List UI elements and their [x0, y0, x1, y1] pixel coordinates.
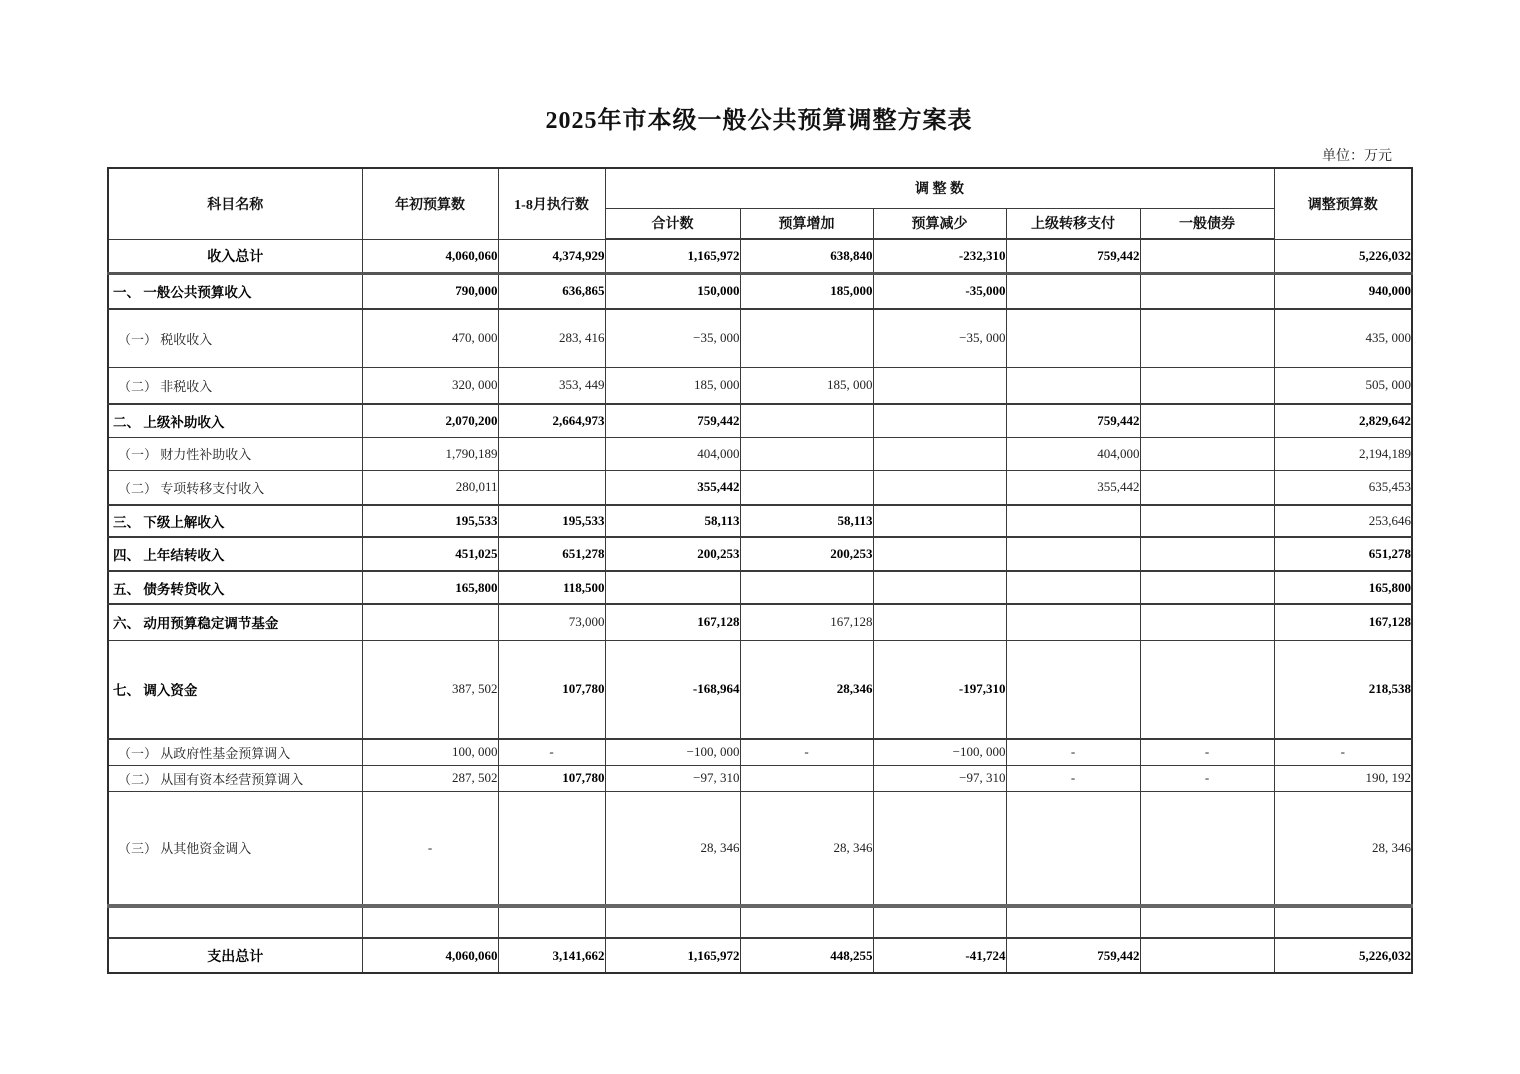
- cell: [873, 906, 1006, 938]
- cell: [1006, 906, 1140, 938]
- cell: -: [498, 739, 605, 765]
- cell: [498, 791, 605, 906]
- cell: [1140, 906, 1274, 938]
- cell: [740, 404, 873, 437]
- cell: [1006, 604, 1140, 640]
- cell: 58,113: [605, 505, 740, 537]
- cell: 404,000: [1006, 437, 1140, 470]
- cell: 320, 000: [362, 367, 498, 404]
- row-label: 五、 债务转贷收入: [108, 571, 362, 604]
- cell: [873, 505, 1006, 537]
- cell: 651,278: [1274, 537, 1412, 571]
- cell: 2,664,973: [498, 404, 605, 437]
- cell: -: [1140, 765, 1274, 791]
- cell: −100, 000: [605, 739, 740, 765]
- cell: [1140, 537, 1274, 571]
- cell: [1006, 309, 1140, 367]
- cell: 28, 346: [605, 791, 740, 906]
- cell: 1,165,972: [605, 938, 740, 973]
- table-row: [108, 437, 1412, 470]
- cell: 195,533: [362, 505, 498, 537]
- cell: [1140, 505, 1274, 537]
- unit-label: 单位：万元: [1322, 149, 1392, 164]
- cell: 185,000: [740, 273, 873, 309]
- cell: [740, 470, 873, 505]
- cell: 505, 000: [1274, 367, 1412, 404]
- table-row: [108, 938, 1412, 973]
- cell: 167,128: [740, 604, 873, 640]
- row-label: 一、 一般公共预算收入: [108, 273, 362, 309]
- page-title: 2025年市本级一般公共预算调整方案表: [545, 108, 973, 134]
- table-row: [108, 571, 1412, 604]
- cell: [1140, 791, 1274, 906]
- header-general-bonds: 一般债券: [1140, 208, 1274, 239]
- cell: [740, 765, 873, 791]
- cell: [1140, 437, 1274, 470]
- table-row: [108, 739, 1412, 765]
- cell: 636,865: [498, 273, 605, 309]
- cell: [498, 470, 605, 505]
- cell: [498, 906, 605, 938]
- cell: 107,780: [498, 765, 605, 791]
- row-label: 收入总计: [108, 239, 362, 273]
- cell: [1006, 537, 1140, 571]
- cell: [740, 906, 873, 938]
- header-subject: 科目名称: [108, 168, 362, 239]
- cell: 2,194,189: [1274, 437, 1412, 470]
- row-label: （三） 从其他资金调入: [108, 791, 362, 906]
- cell: [873, 537, 1006, 571]
- header-budget-increase: 预算增加: [740, 208, 873, 239]
- cell: 5,226,032: [1274, 239, 1412, 273]
- row-label: 四、 上年结转收入: [108, 537, 362, 571]
- cell: 635,453: [1274, 470, 1412, 505]
- cell: [1006, 505, 1140, 537]
- cell: 1,790,189: [362, 437, 498, 470]
- cell: −35, 000: [605, 309, 740, 367]
- header-adjusted-budget: 调整预算数: [1274, 168, 1412, 239]
- cell: 28, 346: [1274, 791, 1412, 906]
- row-label: 支出总计: [108, 938, 362, 973]
- cell: [1140, 239, 1274, 273]
- cell: [1140, 604, 1274, 640]
- cell: 448,255: [740, 938, 873, 973]
- row-label: （二） 从国有资本经营预算调入: [108, 765, 362, 791]
- cell: [1006, 791, 1140, 906]
- cell: -: [1006, 739, 1140, 765]
- cell: 759,442: [1006, 239, 1140, 273]
- cell: [873, 367, 1006, 404]
- cell: -: [740, 739, 873, 765]
- cell: [362, 604, 498, 640]
- cell: 4,060,060: [362, 938, 498, 973]
- cell: 5,226,032: [1274, 938, 1412, 973]
- table-row: [108, 239, 1412, 273]
- cell: 355,442: [1006, 470, 1140, 505]
- cell: -197,310: [873, 640, 1006, 739]
- cell: [873, 571, 1006, 604]
- cell: -: [362, 791, 498, 906]
- cell: [740, 437, 873, 470]
- cell: 1,165,972: [605, 239, 740, 273]
- header-adjustment-group: 调 整 数: [605, 168, 1274, 208]
- cell: 4,060,060: [362, 239, 498, 273]
- cell: [873, 604, 1006, 640]
- row-label: 二、 上级补助收入: [108, 404, 362, 437]
- cell: 167,128: [605, 604, 740, 640]
- table-row: [108, 273, 1412, 309]
- row-label: [108, 906, 362, 938]
- cell: 638,840: [740, 239, 873, 273]
- row-label: 三、 下级上解收入: [108, 505, 362, 537]
- cell: 287, 502: [362, 765, 498, 791]
- cell: [740, 571, 873, 604]
- cell: [1140, 309, 1274, 367]
- header-adjustment-total: 合计数: [605, 208, 740, 239]
- cell: [1274, 906, 1412, 938]
- cell: 73,000: [498, 604, 605, 640]
- cell: 28,346: [740, 640, 873, 739]
- cell: [362, 906, 498, 938]
- cell: -: [1006, 765, 1140, 791]
- cell: 4,374,929: [498, 239, 605, 273]
- cell: 759,442: [1006, 404, 1140, 437]
- cell: [1140, 640, 1274, 739]
- cell: -: [1140, 739, 1274, 765]
- cell: 195,533: [498, 505, 605, 537]
- cell: [740, 309, 873, 367]
- cell: 185, 000: [605, 367, 740, 404]
- cell: 118,500: [498, 571, 605, 604]
- cell: [873, 404, 1006, 437]
- row-label: 七、 调入资金: [108, 640, 362, 739]
- cell: −35, 000: [873, 309, 1006, 367]
- table-row: [108, 604, 1412, 640]
- row-label: （二） 专项转移支付收入: [108, 470, 362, 505]
- row-label: （二） 非税收入: [108, 367, 362, 404]
- cell: [605, 571, 740, 604]
- budget-table: [107, 167, 1413, 974]
- cell: -35,000: [873, 273, 1006, 309]
- cell: 185, 000: [740, 367, 873, 404]
- header-budget-decrease: 预算减少: [873, 208, 1006, 239]
- table-row: [108, 505, 1412, 537]
- cell: 200,253: [740, 537, 873, 571]
- cell: [1140, 273, 1274, 309]
- cell: [1140, 404, 1274, 437]
- cell: 280,011: [362, 470, 498, 505]
- cell: [1006, 571, 1140, 604]
- table-row: [108, 404, 1412, 437]
- table-row: [108, 309, 1412, 367]
- table-row: [108, 470, 1412, 505]
- cell: 404,000: [605, 437, 740, 470]
- table-row: [108, 640, 1412, 739]
- cell: −97, 310: [873, 765, 1006, 791]
- cell: 283, 416: [498, 309, 605, 367]
- cell: 218,538: [1274, 640, 1412, 739]
- cell: 253,646: [1274, 505, 1412, 537]
- cell: 3,141,662: [498, 938, 605, 973]
- cell: 200,253: [605, 537, 740, 571]
- table-row: [108, 791, 1412, 906]
- cell: -168,964: [605, 640, 740, 739]
- cell: [1140, 367, 1274, 404]
- table-row: [108, 537, 1412, 571]
- cell: 190, 192: [1274, 765, 1412, 791]
- cell: 58,113: [740, 505, 873, 537]
- table-row: [108, 765, 1412, 791]
- cell: [1006, 367, 1140, 404]
- cell: 107,780: [498, 640, 605, 739]
- cell: −97, 310: [605, 765, 740, 791]
- cell: 435, 000: [1274, 309, 1412, 367]
- cell: 28, 346: [740, 791, 873, 906]
- row-label: （一） 税收收入: [108, 309, 362, 367]
- header-initial-budget: 年初预算数: [362, 168, 498, 239]
- row-label: （一） 财力性补助收入: [108, 437, 362, 470]
- cell: 790,000: [362, 273, 498, 309]
- cell: -: [1274, 739, 1412, 765]
- cell: [1140, 470, 1274, 505]
- cell: 2,829,642: [1274, 404, 1412, 437]
- header-higher-level-transfer: 上级转移支付: [1006, 208, 1140, 239]
- cell: [1006, 640, 1140, 739]
- cell: -41,724: [873, 938, 1006, 973]
- cell: [498, 437, 605, 470]
- cell: 759,442: [605, 404, 740, 437]
- cell: 355,442: [605, 470, 740, 505]
- cell: 470, 000: [362, 309, 498, 367]
- cell: 451,025: [362, 537, 498, 571]
- cell: 651,278: [498, 537, 605, 571]
- cell: 150,000: [605, 273, 740, 309]
- cell: 2,070,200: [362, 404, 498, 437]
- cell: 165,800: [362, 571, 498, 604]
- row-label: （一） 从政府性基金预算调入: [108, 739, 362, 765]
- cell: 353, 449: [498, 367, 605, 404]
- cell: [873, 437, 1006, 470]
- cell: [1140, 938, 1274, 973]
- cell: 387, 502: [362, 640, 498, 739]
- cell: 940,000: [1274, 273, 1412, 309]
- cell: [873, 470, 1006, 505]
- row-label: 六、 动用预算稳定调节基金: [108, 604, 362, 640]
- cell: [1140, 571, 1274, 604]
- header-row-1: [108, 168, 1412, 208]
- table-row: [108, 367, 1412, 404]
- cell: 100, 000: [362, 739, 498, 765]
- cell: [873, 791, 1006, 906]
- cell: 165,800: [1274, 571, 1412, 604]
- cell: 167,128: [1274, 604, 1412, 640]
- cell: 759,442: [1006, 938, 1140, 973]
- cell: [1006, 273, 1140, 309]
- header-jan-aug-execution: 1-8月执行数: [498, 168, 605, 239]
- cell: -232,310: [873, 239, 1006, 273]
- table-row: [108, 906, 1412, 938]
- cell: −100, 000: [873, 739, 1006, 765]
- cell: [605, 906, 740, 938]
